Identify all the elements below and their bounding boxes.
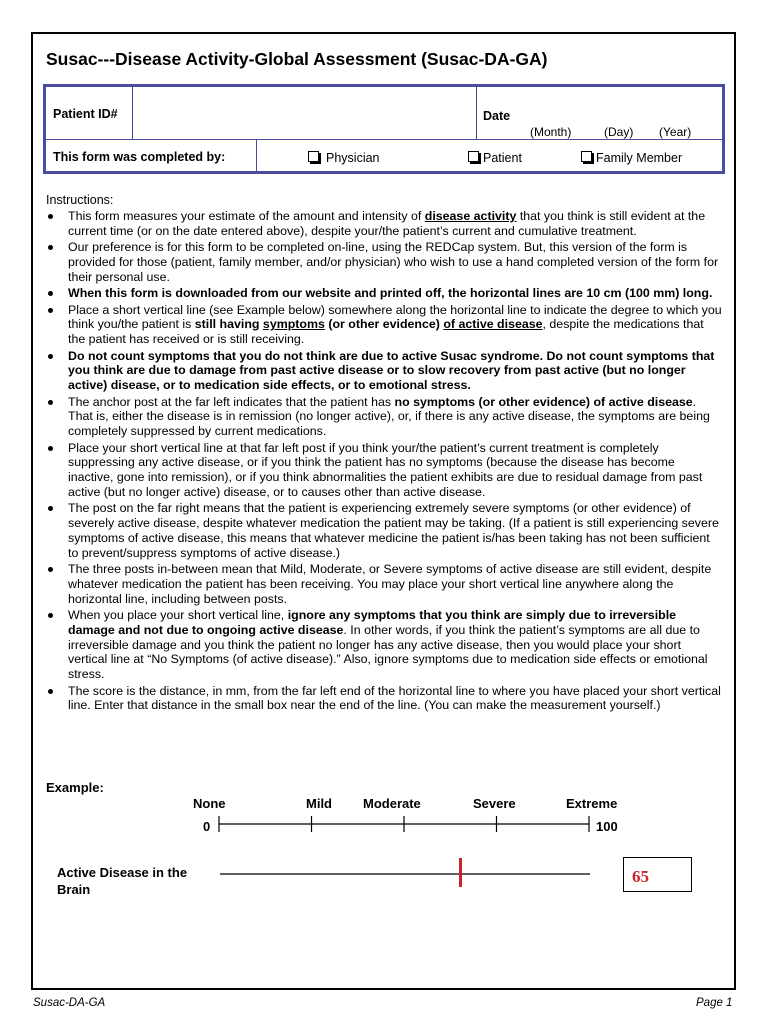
instruction-text: The score is the distance, in mm, from the far left end of the horizontal line to where you have placed your short vertical line. Enter that distance in the small box near the end of the line. (You can make the measurement yourself.) <box>68 683 721 713</box>
physician-option[interactable] <box>308 151 380 165</box>
date-month-label: (Month) <box>530 125 572 139</box>
header-form-table <box>43 84 725 174</box>
instruction-text: Our preference is for this form to be completed on-line, using the REDCap system. But, this version of the form is provided for those (patient, family member, and/or physician) who wish to use a hand completed version of the form for their personal use. <box>68 240 719 284</box>
instruction-item <box>46 562 722 606</box>
item-label: Active Disease in the Brain <box>57 865 188 897</box>
instruction-text: of active disease <box>443 317 543 332</box>
instruction-text: no symptoms (or other evidence) of active disease <box>394 394 693 409</box>
instruction-text: that you think is still evident at the current time (or on the date entered above), despite your/the patient’s current and cumulative treatment. <box>68 209 706 238</box>
instruction-text: , despite the medications that the patient has received or is still receiving. <box>68 317 704 347</box>
instruction-item <box>46 608 722 682</box>
physician-checkbox[interactable] <box>308 151 319 162</box>
family-member-checkbox[interactable] <box>581 151 592 162</box>
completed-by-label: This form was completed by: <box>53 150 226 164</box>
footer-form-code: Susac-DA-GA <box>33 997 106 1009</box>
table-divider <box>256 139 257 174</box>
instruction-item <box>46 286 722 301</box>
instruction-text: ignore any symptoms that you think are simply due to irreversible damage and not due to ongoing active disease <box>68 608 677 637</box>
date-label: Date <box>483 109 511 123</box>
answer-scale[interactable] <box>210 855 610 895</box>
date-year-label: (Year) <box>659 125 692 139</box>
instruction-item <box>46 240 722 284</box>
form-title: Susac---Disease Activity-Global Assessment (Susac-DA-GA) <box>46 49 548 69</box>
date-day-label: (Day) <box>604 125 634 139</box>
scale-post-label-extreme: Extreme <box>566 796 618 811</box>
example-scale <box>200 810 600 836</box>
physician-option-label: Physician <box>326 151 380 165</box>
patient-option-label: Patient <box>483 151 522 165</box>
instruction-text: still having <box>194 317 263 332</box>
instruction-item <box>46 209 722 239</box>
instruction-text: disease activity <box>424 209 517 223</box>
family-member-option-label: Family Member <box>596 151 683 165</box>
instruction-text: Do not count symptoms that you do not think are due to active Susac syndrome. Do not count symptoms that you think are due to damage from past active disease or to slow recovery from past active (but no longer active) disease, or to medication side effects, or to emotional stress. <box>68 348 715 393</box>
patient-id-field[interactable] <box>140 107 470 127</box>
instructions-list <box>46 209 722 715</box>
score-box[interactable]: 65 <box>623 857 692 892</box>
scale-post-label-none: None <box>193 796 226 811</box>
scale-min-label: 0 <box>203 819 211 834</box>
instruction-text: Place your short vertical line at that far left post if you think your/the patient’s current treatment is completely suppressing any active disease, or if you think the patient has no symptoms (because the disease has become inactive, gone into remission), or if you think abnormalities the patient exhibits are due to residual damage from past active (but no longer active) disease, or to causes other than active disease. <box>68 440 703 499</box>
instruction-item <box>46 349 722 393</box>
patient-checkbox[interactable] <box>468 151 479 162</box>
table-divider <box>132 87 133 139</box>
instruction-text: When this form is downloaded from our website and printed off, the horizontal lines are 10 cm (100 mm) long. <box>68 286 713 301</box>
footer-page-number: Page 1 <box>696 997 733 1009</box>
scale-max-label: 100 <box>596 819 618 834</box>
instruction-item <box>46 501 722 560</box>
instruction-text: The anchor post at the far left indicates that the patient has <box>68 394 395 409</box>
instruction-text: This form measures your estimate of the amount and intensity of <box>68 209 425 223</box>
table-row-divider <box>46 139 722 140</box>
example-label: Example: <box>46 780 104 795</box>
instruction-text: (or other evidence) <box>324 317 444 332</box>
instruction-text: When you place your short vertical line, <box>68 608 288 623</box>
family-member-option[interactable] <box>581 151 682 165</box>
instruction-item <box>46 395 722 439</box>
table-divider <box>476 87 477 139</box>
patient-option[interactable] <box>468 151 522 165</box>
instruction-item <box>46 441 722 500</box>
patient-id-label: Patient ID# <box>53 107 118 121</box>
instruction-text: Place a short vertical line (see Example below) somewhere along the horizontal line to indicate the degree to which you think you/the patient is <box>68 302 722 332</box>
instruction-text: The three posts in-between mean that Mild, Moderate, or Severe symptoms of active disease are still evident, despite whatever medication the patient has been receiving. You may place your short vertical line anywhere along the horizontal line, including between posts. <box>68 562 712 606</box>
instruction-text: symptoms <box>262 317 325 332</box>
instruction-item <box>46 303 722 347</box>
scale-post-label-severe: Severe <box>473 796 516 811</box>
instruction-text: . That is, either the disease is in remission (no longer active), or, if there is any active disease, the symptoms are being completely suppressed by current medications. <box>68 394 710 439</box>
scale-post-label-mild: Mild <box>306 796 332 811</box>
instruction-text: The post on the far right means that the patient is experiencing extremely severe symptoms (or other evidence) of severely active disease, despite whatever medication the patient may be taking. (If a patient is still experiencing severe symptoms of active disease, this means that whatever medicine the patient is/has been taking has not been sufficient to prevent/suppress symptoms of active disease.) <box>68 501 719 560</box>
instructions-heading: Instructions: <box>46 193 114 207</box>
scale-post-label-moderate: Moderate <box>363 796 421 811</box>
instruction-text: . In other words, if you think the patient’s symptoms are all due to irreversible damage and you think the patient no longer has any active disease, then you would place your short vertical line at “No Symptoms (of active disease).” Also, ignore symptoms due to medication side effects or emotional stress. <box>68 622 708 682</box>
instruction-item <box>46 684 722 714</box>
